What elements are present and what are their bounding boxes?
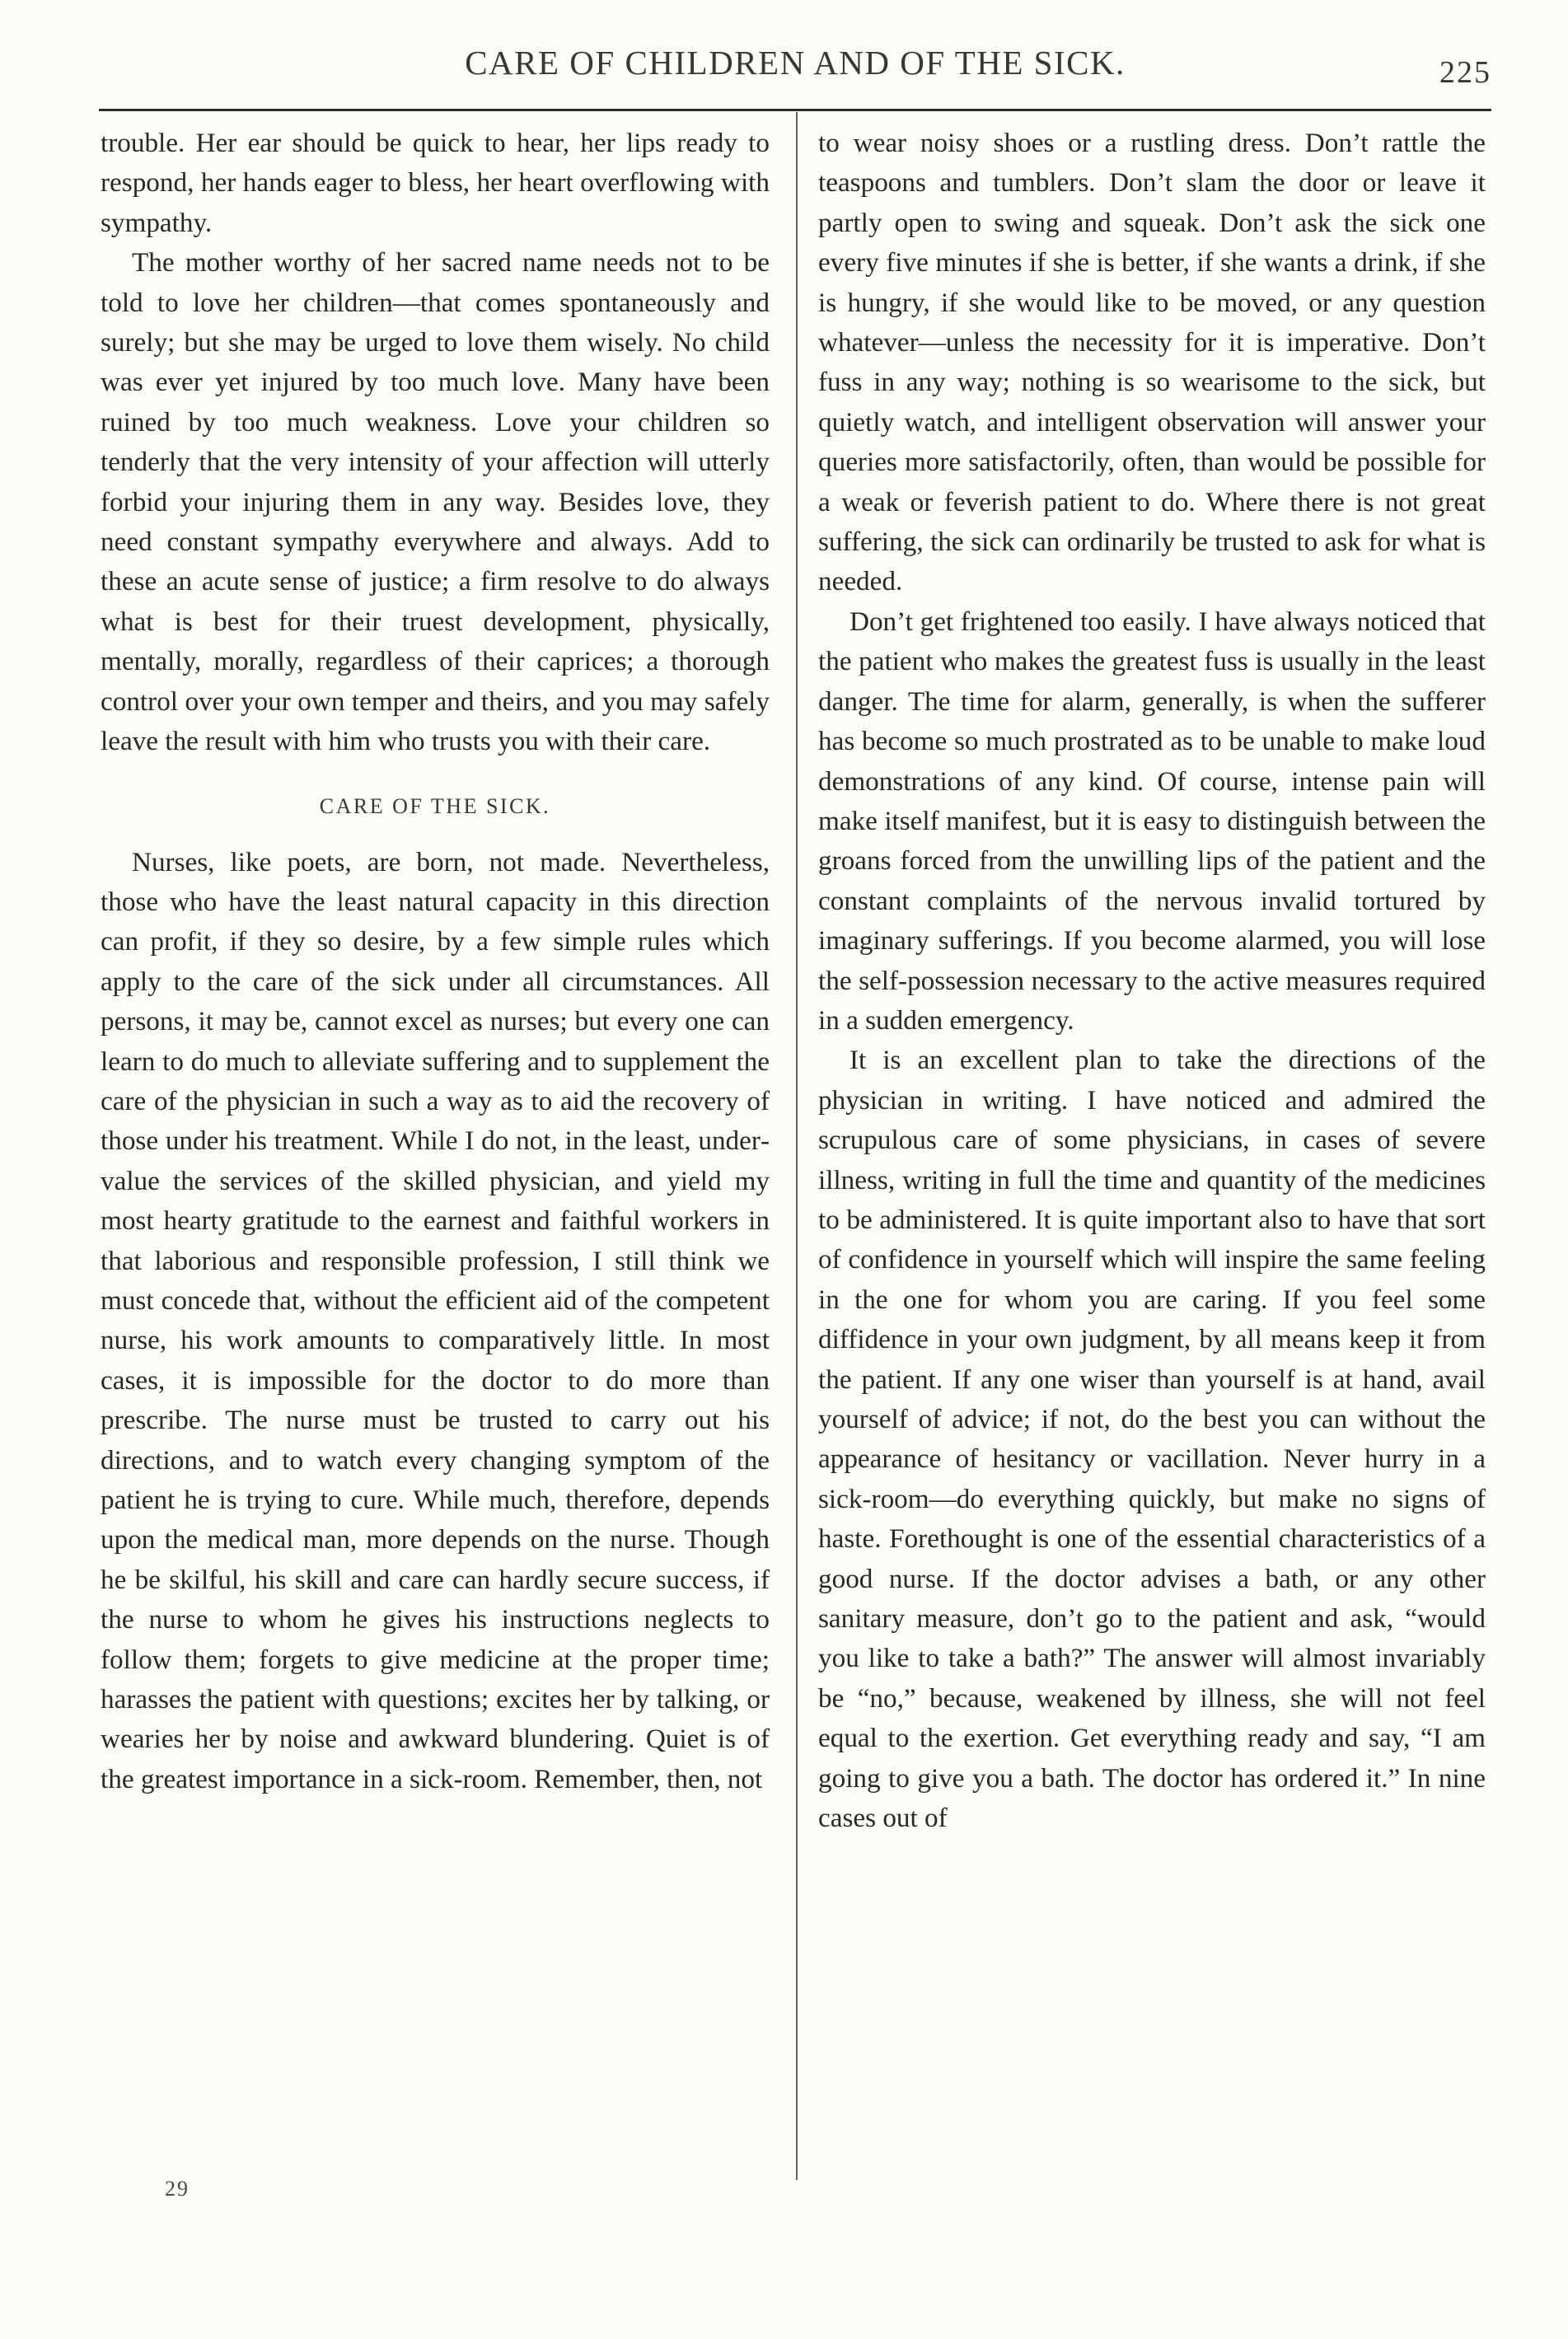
paragraph-mother-love: The mother worthy of her sacred name needs not to be told to love her children—that comes spontaneously and surely; but she may be urged to love them wisely. No child was ever yet injured by too much love. Many have been ruined by too much weakness. Love your children so tenderly that the very intensity of your affection will utterly forbid your injuring them in any way. Besides love, they need constant sympathy everywhere and always. Add to these an acute sense of justice; a firm resolve to do always what is best for their truest development, physically, mentally, morally, regardless of their caprices; a thorough control over your own temper and theirs, and you may safely leave the result with him who trusts you with their care. xyxy=(101,247,770,757)
paragraph-nurses: Nurses, like poets, are born, not made. Nevertheless, those who have the least natural capacity in this direction can profit, if they so desire, by a few simple rules which apply to the care of the sick under all circumstances. All persons, it may be, cannot excel as nurses; but every one can learn to do much to alleviate suffering and to supplement the care of the physician in such a way as to aid the recovery of those under his treatment. While I do not, in the least, undervalue the services of the skilled physician, and yield my most hearty gratitude to the earnest and faithful workers in that laborious and responsible profession, I still think we must concede that, without the efficient aid of the competent nurse, his work amounts to comparatively little. In most cases, it is impossible for the doctor to do more than prescribe. The nurse must be trusted to carry out his directions, and to watch every changing symptom of the patient he is trying to cure. While much, therefore, depends upon the medical man, more depends on the nurse. Though he be skilful, his skill and care can hardly secure success, if the nurse to whom he gives his instructions neglects to follow them; forgets to give medicine at the proper time; harasses the patient with questions; excites her by talking, or wearies her by noise and awkward blundering. Quiet is of the greatest importance in a sick-room. Remember, then, not xyxy=(101,846,770,1794)
column-divider xyxy=(796,112,798,2180)
signature-mark: 29 xyxy=(165,2177,190,2201)
section-heading: CARE OF THE SICK. xyxy=(319,793,551,818)
left-column xyxy=(101,124,770,1799)
right-column xyxy=(818,124,1486,1838)
paragraph-continued: trouble. Her ear should be quick to hear, her lips ready to respond, her hands eager to bless, her heart overflowing with sympathy. xyxy=(101,128,770,238)
paragraph-directions: It is an excellent plan to take the directions of the physician in writing. I have noticed and admired the scrupulous care of some physicians, in cases of severe illness, writing in full the time and quantity of the medicines to be administered. It is quite important also to have that sort of confidence in yourself which will inspire the same feeling in the one for whom you are caring. If you feel some diffidence in your own judgment, by all means keep it from the patient. If any one wiser than yourself is at hand, avail yourself of advice; if not, do the best you can without the appearance of hesitancy or vacillation. Never hurry in a sick-room—do everything quickly, but make no signs of haste. Forethought is one of the essential characteristics of a good nurse. If the doctor advises a bath, or any other sanitary measure, don’t go to the patient and ask, “would you like to take a bath?” The answer will almost invariably be “no,” because, weakened by illness, she will not feel equal to the exertion. Get everything ready and say, “I am going to give you a bath. The doctor has ordered it.” In nine cases out of xyxy=(818,1045,1486,1834)
header-rule xyxy=(99,109,1491,111)
paragraph-continued-right: to wear noisy shoes or a rustling dress. Don’t rattle the teaspoons and tumblers. Don’t slam the door or leave it partly open to swing and squeak. Don’t ask the sick one every five minutes if she is better, if she wants a drink, if she is hungry, if she would like to be moved, or any question whatever—unless the necessity for it is imperative. Don’t fuss in any way; nothing is so wearisome to the sick, but quietly watch, and intelligent observation will answer your queries more satisfactorily, often, than would be possible for a weak or feverish patient to do. Where there is not great suffering, the sick can ordinarily be trusted to ask for what is needed. xyxy=(818,128,1486,597)
running-title: CARE OF CHILDREN AND OF THE SICK. xyxy=(465,44,1126,82)
paragraph-frightened: Don’t get frightened too easily. I have always noticed that the patient who makes the greatest fuss is usually in the least danger. The time for alarm, generally, is when the sufferer has become so much prostrated as to be unable to make loud demonstrations of any kind. Of course, intense pain will make itself manifest, but it is easy to distinguish between the groans forced from the unwilling lips of the patient and the constant complaints of the nervous invalid tortured by imaginary sufferings. If you become alarmed, you will lose the self-possession necessary to the active measures required in a sudden emergency. xyxy=(818,606,1486,1036)
running-header xyxy=(99,43,1491,92)
page-number: 225 xyxy=(1439,55,1491,90)
